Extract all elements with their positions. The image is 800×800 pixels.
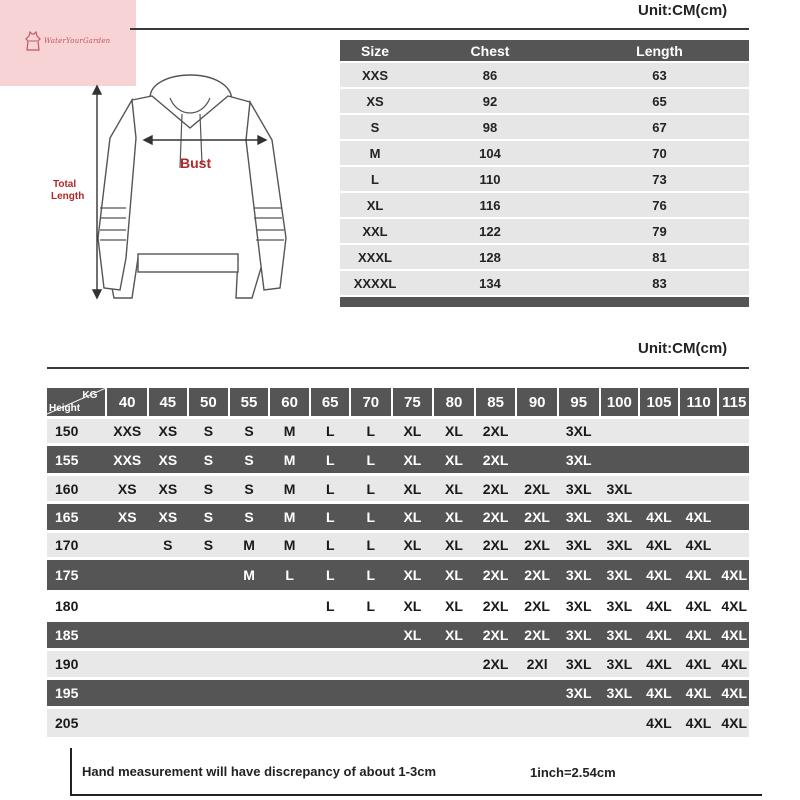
total-length-label-1: Total [53, 179, 77, 190]
bottom-unit-label: Unit:CM(cm) [638, 340, 728, 357]
size-recommendation-cell: S [203, 537, 214, 553]
size-recommendation-cell: XL [445, 509, 463, 525]
weight-header-cell: 70 [351, 388, 391, 416]
size-recommendation-cell: M [283, 537, 296, 553]
size-cell: S [370, 119, 380, 135]
size-recommendation-cell: 4XL [685, 656, 712, 672]
height-label: 175 [55, 567, 79, 583]
size-recommendation-cell: L [325, 567, 335, 583]
height-label: 170 [55, 537, 79, 553]
size-recommendation-cell: XL [445, 451, 463, 468]
size-recommendation-cell: 4XL [721, 715, 748, 731]
weight-header-cell: 45 [149, 388, 187, 416]
size-recommendation-cell: S [203, 480, 214, 497]
bust-label: Bust [180, 155, 212, 171]
weight-header-cell: 115 [719, 388, 749, 416]
size-recommendation-cell: L [325, 451, 335, 468]
size-recommendation-cell: M [243, 567, 255, 583]
chest-cell: 134 [479, 275, 501, 291]
size-recommendation-cell: 3XL [606, 567, 633, 583]
size-recommendation-cell: 3XL [565, 656, 592, 672]
weight-header-cell: 100 [601, 388, 639, 416]
grid-header-row [47, 388, 749, 416]
size-recommendation-cell: 3XL [565, 423, 592, 439]
size-recommendation-cell: 2XL [482, 598, 509, 614]
size-recommendation-cell: 4XL [646, 537, 672, 553]
top-divider [130, 28, 749, 30]
size-recommendation-cell: 3XL [565, 627, 592, 643]
size-recommendation-cell: 2XL [482, 537, 509, 553]
length-cell: 76 [652, 197, 667, 213]
size-recommendation-cell: 2XL [524, 537, 550, 553]
size-cell: L [371, 171, 379, 187]
size-recommendation-cell: L [366, 567, 376, 583]
grid-row [47, 709, 749, 737]
length-cell: 83 [652, 275, 667, 291]
weight-header-cell: 110 [680, 388, 718, 416]
size-recommendation-cell: XS [117, 509, 137, 525]
size-recommendation-cell: 4XL [685, 537, 712, 553]
size-recommendation-cell: 3XL [565, 451, 592, 468]
size-recommendation-cell: M [283, 423, 296, 439]
size-recommendation-cell: 4XL [721, 627, 748, 643]
size-recommendation-cell: L [366, 451, 376, 468]
weight-header-cell: 60 [270, 388, 310, 416]
size-table-row [340, 167, 749, 191]
grid-row [47, 533, 749, 557]
measurement-note: Hand measurement will have discrepancy of about 1-3cm [82, 764, 437, 779]
size-recommendation-cell: 3XL [565, 567, 592, 583]
header-length: Length [636, 42, 683, 59]
length-cell: 79 [652, 223, 667, 239]
size-recommendation-cell: L [366, 537, 376, 553]
size-recommendation-cell: S [163, 537, 173, 553]
size-recommendation-cell: 3XL [606, 627, 633, 643]
size-recommendation-cell: 2XL [524, 598, 550, 614]
size-recommendation-cell: 3XL [606, 656, 633, 672]
length-cell: 67 [652, 119, 667, 135]
size-recommendation-cell: XL [403, 537, 422, 553]
size-recommendation-cell: 2XL [524, 509, 550, 525]
size-recommendation-cell: 3XL [606, 537, 633, 553]
chest-cell: 98 [482, 119, 498, 135]
size-recommendation-cell: L [325, 480, 335, 497]
size-recommendation-cell: XL [403, 598, 422, 614]
size-recommendation-cell: S [244, 423, 254, 439]
size-recommendation-cell: 2XL [482, 423, 509, 439]
size-recommendation-cell: L [366, 480, 376, 497]
height-label: 185 [55, 627, 79, 643]
size-recommendation-cell: L [285, 567, 294, 583]
size-recommendation-cell: 4XL [646, 715, 672, 731]
grid-row [47, 680, 749, 706]
size-recommendation-cell: XS [158, 480, 178, 497]
height-label: 155 [55, 451, 79, 468]
size-recommendation-cell: 2XL [524, 567, 550, 583]
header-chest: Chest [470, 42, 510, 59]
size-recommendation-cell: 3XL [565, 509, 592, 525]
size-recommendation-cell: L [325, 423, 335, 439]
size-recommendation-cell: 4XL [685, 509, 712, 525]
size-table-row [340, 89, 749, 113]
size-recommendation-cell: 4XL [646, 567, 672, 583]
size-recommendation-cell: 2XL [482, 567, 509, 583]
size-recommendation-cell: 2XL [482, 656, 509, 672]
size-recommendation-cell: S [203, 451, 214, 468]
height-label: 205 [55, 715, 79, 731]
size-recommendation-cell: 4XL [685, 685, 712, 701]
chest-cell: 110 [479, 171, 501, 187]
grid-row [47, 622, 749, 648]
size-recommendation-cell: 4XL [646, 598, 672, 614]
size-recommendation-cell: L [325, 509, 335, 525]
chest-cell: 116 [479, 197, 501, 213]
length-cell: 81 [652, 249, 667, 265]
size-recommendation-cell: 3XL [565, 480, 592, 497]
length-cell: 70 [652, 145, 667, 161]
weight-header-cell: 80 [434, 388, 474, 416]
weight-header-cell: 65 [311, 388, 349, 416]
size-recommendation-cell: 4XL [685, 627, 712, 643]
size-table-row [340, 271, 749, 295]
size-recommendation-cell: XS [158, 451, 178, 468]
size-table-row [340, 219, 749, 243]
size-recommendation-cell: XL [403, 423, 422, 439]
size-cell: XS [366, 93, 384, 109]
top-unit-label: Unit:CM(cm) [638, 2, 728, 19]
size-recommendation-cell: XL [445, 598, 463, 614]
size-recommendation-cell: 4XL [721, 567, 748, 583]
hoodie-diagram [40, 58, 330, 318]
bottom-divider [47, 367, 749, 369]
size-recommendation-cell: L [366, 509, 376, 525]
size-recommendation-cell: 2XL [524, 480, 550, 497]
height-label: 160 [55, 480, 79, 497]
dress-icon [24, 31, 42, 51]
corner-kg-label: KG [82, 390, 98, 401]
size-recommendation-cell: XL [445, 567, 463, 583]
size-table-row [340, 115, 749, 139]
size-recommendation-cell: 2XL [482, 627, 509, 643]
size-recommendation-cell: 4XL [685, 567, 712, 583]
size-table-row [340, 63, 749, 87]
size-recommendation-cell: L [366, 423, 376, 439]
grid-row [47, 560, 749, 590]
size-recommendation-cell: XS [117, 480, 137, 497]
height-weight-size-grid [47, 388, 749, 737]
size-recommendation-cell: XL [403, 451, 422, 468]
size-table-row [340, 141, 749, 165]
size-recommendation-cell: L [325, 598, 335, 614]
grid-corner-cell [47, 388, 105, 416]
size-recommendation-cell: XL [403, 509, 422, 525]
chest-cell: 86 [482, 67, 498, 83]
chest-cell: 122 [479, 223, 501, 239]
size-recommendation-cell: 4XL [685, 598, 712, 614]
size-recommendation-cell: 2XL [482, 480, 509, 497]
size-recommendation-cell: XL [445, 537, 463, 553]
size-cell: XXL [362, 223, 388, 239]
size-cell: XXXL [358, 249, 392, 265]
size-recommendation-cell: S [203, 509, 214, 525]
size-recommendation-cell: 3XL [565, 598, 592, 614]
weight-header-cell: 75 [393, 388, 433, 416]
length-cell: 63 [652, 67, 667, 83]
size-recommendation-cell: 3XL [565, 685, 592, 701]
size-measurement-table [340, 40, 749, 307]
size-recommendation-cell: XL [445, 480, 463, 497]
height-label: 180 [55, 598, 79, 614]
size-recommendation-cell: L [325, 537, 335, 553]
length-cell: 73 [652, 171, 667, 187]
size-recommendation-cell: 3XL [606, 480, 633, 497]
size-recommendation-cell: S [244, 509, 254, 525]
size-recommendation-cell: S [203, 423, 214, 439]
chest-cell: 128 [479, 249, 501, 265]
size-recommendation-cell: XS [158, 423, 178, 439]
weight-header-cell: 85 [476, 388, 516, 416]
grid-row [47, 651, 749, 677]
size-recommendation-cell: 4XL [646, 509, 672, 525]
grid-row [47, 504, 749, 530]
size-table-footer-bar [340, 297, 749, 307]
grid-row [47, 593, 749, 619]
size-recommendation-cell: 4XL [646, 656, 672, 672]
height-label: 150 [55, 423, 79, 439]
size-table-header [340, 40, 749, 61]
size-recommendation-cell: L [366, 598, 376, 614]
length-cell: 65 [652, 93, 667, 109]
size-recommendation-cell: 2XL [482, 451, 509, 468]
size-recommendation-cell: 4XL [721, 685, 748, 701]
grid-row [47, 419, 749, 443]
size-recommendation-cell: S [244, 480, 254, 497]
size-recommendation-cell: 2Xl [526, 656, 548, 672]
chest-cell: 104 [479, 145, 501, 161]
height-label: 165 [55, 509, 79, 525]
size-recommendation-cell: 3XL [565, 537, 592, 553]
size-recommendation-cell: 4XL [721, 656, 748, 672]
size-recommendation-cell: 4XL [685, 715, 712, 731]
size-cell: M [369, 145, 381, 161]
size-recommendation-cell: XXS [113, 451, 142, 468]
weight-header-cell: 105 [640, 388, 678, 416]
size-recommendation-cell: 4XL [646, 685, 672, 701]
size-recommendation-cell: M [283, 509, 296, 525]
grid-row [47, 446, 749, 473]
size-cell: XL [366, 197, 384, 213]
size-table-row [340, 245, 749, 269]
chest-cell: 92 [482, 93, 498, 109]
size-recommendation-cell: 3XL [606, 598, 633, 614]
weight-header-cell: 40 [107, 388, 147, 416]
corner-height-label: Height [49, 403, 81, 414]
size-table-row [340, 193, 749, 217]
size-cell: XXS [361, 67, 388, 83]
size-recommendation-cell: M [283, 480, 296, 497]
size-recommendation-cell: XL [445, 423, 463, 439]
size-recommendation-cell: 3XL [606, 509, 633, 525]
size-recommendation-cell: 2XL [524, 627, 550, 643]
height-label: 190 [55, 656, 79, 672]
size-recommendation-cell: S [244, 451, 254, 468]
size-recommendation-cell: 4XL [646, 627, 672, 643]
watermark-text: WaterYourGarden [44, 37, 111, 45]
size-recommendation-cell: XL [403, 480, 422, 497]
weight-header-cell: 55 [230, 388, 268, 416]
size-recommendation-cell: M [283, 451, 296, 468]
weight-header-cell: 95 [559, 388, 599, 416]
header-size: Size [360, 42, 389, 59]
size-recommendation-cell: XL [403, 627, 422, 643]
weight-header-cell: 50 [189, 388, 229, 416]
total-length-label-2: Length [51, 191, 85, 202]
size-recommendation-cell: 3XL [606, 685, 633, 701]
size-recommendation-cell: 2XL [482, 509, 509, 525]
size-recommendation-cell: XL [445, 627, 463, 643]
size-recommendation-cell: 4XL [721, 598, 748, 614]
size-recommendation-cell: M [243, 537, 255, 553]
size-recommendation-cell: XS [158, 509, 178, 525]
size-cell: XXXXL [353, 275, 397, 291]
height-label: 195 [55, 685, 79, 701]
size-recommendation-cell: XXS [113, 423, 142, 439]
grid-row [47, 476, 749, 501]
weight-header-cell: 90 [517, 388, 557, 416]
inch-conversion-note: 1inch=2.54cm [530, 765, 616, 780]
size-recommendation-cell: XL [403, 567, 422, 583]
